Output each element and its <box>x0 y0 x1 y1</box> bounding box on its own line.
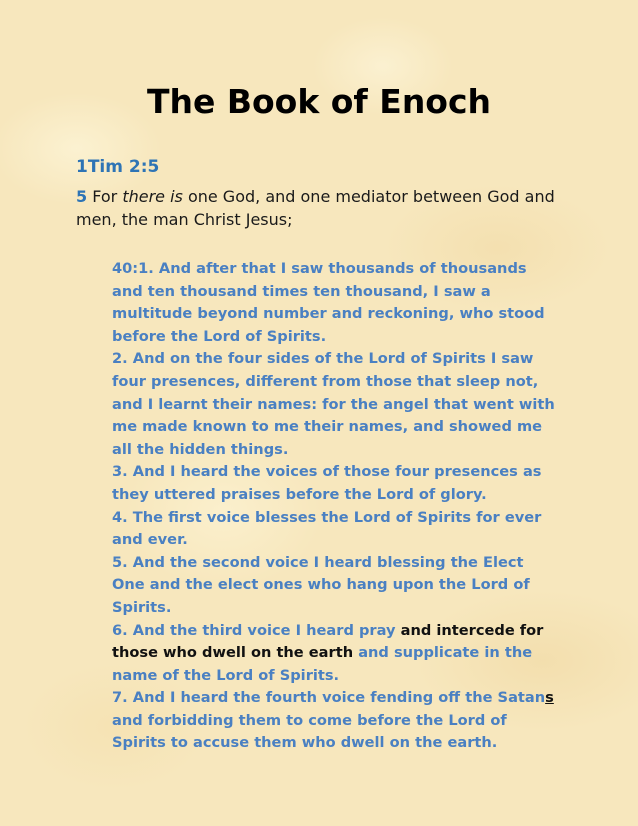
verse-emphasis: there is <box>122 187 183 206</box>
passage-6-part-1: 6. And the third voice I heard pray <box>112 621 401 639</box>
page-title: The Book of Enoch <box>146 82 492 121</box>
passage-2: 2. And on the four sides of the Lord of Spirits I saw four presences, different from those that sleep not, and I learnt their names: for the angel that went with me made known to me their names, and showed me all the hidden things. <box>112 350 555 458</box>
passage-5: 5. And the second voice I heard blessing the Elect One and the elect ones who hang upon the Lord of Spirits. <box>112 553 530 616</box>
passage-7 <box>112 687 560 755</box>
passage-6-highlight: and intercede for those who dwell on the earth <box>112 621 544 662</box>
passage-7-part-3: and forbidding them to come before the Lord of Spirits to accuse them who dwell on the earth. <box>112 711 507 752</box>
enoch-passages <box>112 258 560 755</box>
verse-text-after: one God, and one mediator between God and men, the man Christ Jesus; <box>76 187 555 229</box>
passage-6-part-3: and supplicate in the name of the Lord of Spirits. <box>112 644 533 684</box>
intro-verse <box>76 185 556 231</box>
passage-40-1: 40:1. And after that I saw thousands of thousands and ten thousand times ten thousand, I saw a multitude beyond number and reckoning, who stood before the Lord of Spirits. <box>112 260 545 345</box>
passage-6 <box>112 620 560 688</box>
scripture-reference: 1Tim 2:5 <box>76 157 160 177</box>
passage-7-underlined: s <box>545 689 554 707</box>
passage-4: 4. The first voice blesses the Lord of Spirits for ever and ever. <box>112 508 542 549</box>
verse-text-before: For <box>87 187 123 206</box>
passage-3: 3. And I heard the voices of those four presences as they uttered praises before the Lord of glory. <box>112 463 542 503</box>
verse-number: 5 <box>76 187 88 206</box>
passage-7-part-1: 7. And I heard the fourth voice fending off the Satan <box>112 689 546 707</box>
